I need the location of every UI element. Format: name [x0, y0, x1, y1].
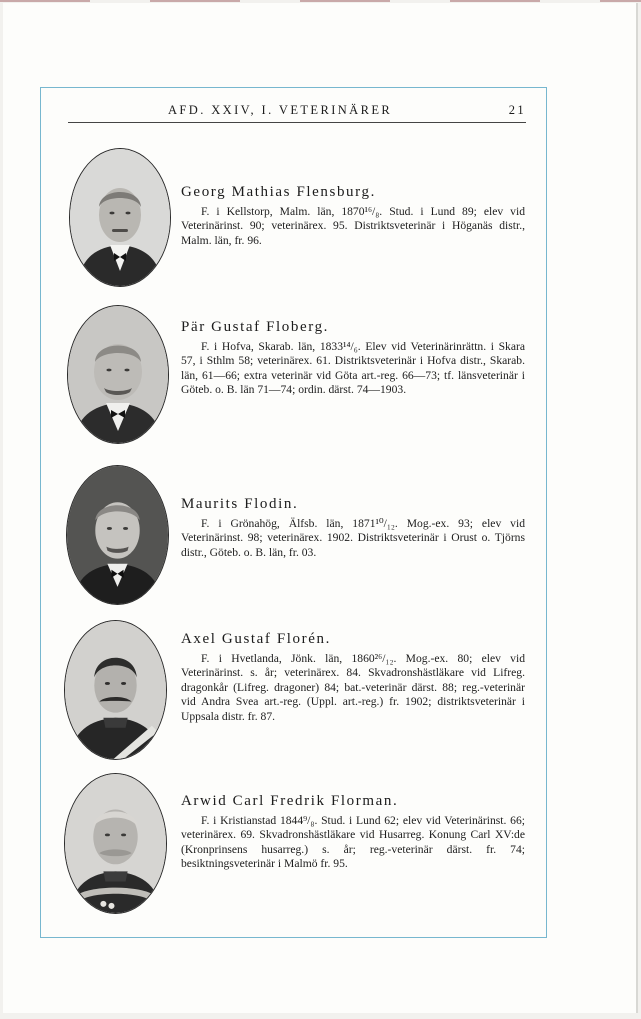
entry-5: [181, 791, 525, 872]
entry-bio: F. i Kellstorp, Malm. län, 1870¹⁶/₈. Stud. i Lund 89; elev vid Veterinärinst. 90; veterinärex. 95. Distriktsveterinär i Höganäs distr., Malm. län, fr. 96.: [181, 205, 525, 247]
entry-4: [181, 629, 525, 724]
portrait-photo: [64, 620, 167, 760]
entry-name: Maurits Flodin.: [181, 496, 299, 512]
running-head-title: AFD. XXIV, I. VETERINÄRER: [168, 103, 393, 117]
entry-name: Arwid Carl Fredrik Florman.: [181, 793, 399, 809]
entry-bio: F. i Hofva, Skarab. län, 1833¹⁴/₆. Elev vid Veterinärinrättn. i Skara 57, i Sthlm 58; veterinärex. 61. Distriktsveterinär i Hofva distr., Skarab. län, 61—66; extra veterinär vid Göta art.-reg. 66—73; tf. länsveterinär i Göteb. o. B. län 71—74; ordin. därst. 74—1903.: [181, 340, 525, 397]
entry-name: Pär Gustaf Floberg.: [181, 319, 330, 335]
entry-bio: F. i Grönahög, Älfsb. län, 1871¹⁰/₁₂. Mog.-ex. 93; elev vid Veterinärinst. 98; veterinärex. 1902. Distriktsveterinär i Orust o. Tjörns distr., Göteb. o. B. län, fr. 03.: [181, 517, 525, 559]
portrait-photo: [69, 148, 171, 287]
top-edge-rule: [0, 0, 641, 2]
portrait-photo: [64, 773, 167, 914]
page-number: 21: [508, 103, 526, 117]
entry-3: [181, 494, 525, 560]
running-head: [68, 103, 526, 123]
entry-bio: F. i Hvetlanda, Jönk. län, 1860²⁶/₁₂. Mog.-ex. 80; elev vid Veterinärinst. s. år; veterinärex. 84. Skvadronshästläkare vid Lifreg. dragonkår (Lifreg. dragoner) 84; bat.-veterinär därst. 88; reg.-veterinär vid Andra Svea art.-reg. (Uppl. art.-reg.) fr. 1902; distriktsveterinär i Uppsala distr. fr. 87.: [181, 652, 525, 723]
entry-1: [181, 182, 525, 248]
header-rule: [68, 122, 526, 123]
entry-bio: F. i Kristianstad 1844⁹/₈. Stud. i Lund 62; elev vid Veterinärinst. 66; veterinärex. 69. Skvadronshästläkare vid Husarreg. Konung Carl XV:de (Kronprinsens husarreg.) s. år; reg.-veterinär därst. fr. 74; besiktningsveterinär i Malmö fr. 95.: [181, 814, 525, 871]
portrait-photo: [66, 465, 169, 605]
entry-2: [181, 317, 525, 398]
entry-name: Georg Mathias Flensburg.: [181, 184, 376, 200]
entry-name: Axel Gustaf Florén.: [181, 631, 331, 647]
portrait-photo: [67, 305, 169, 444]
